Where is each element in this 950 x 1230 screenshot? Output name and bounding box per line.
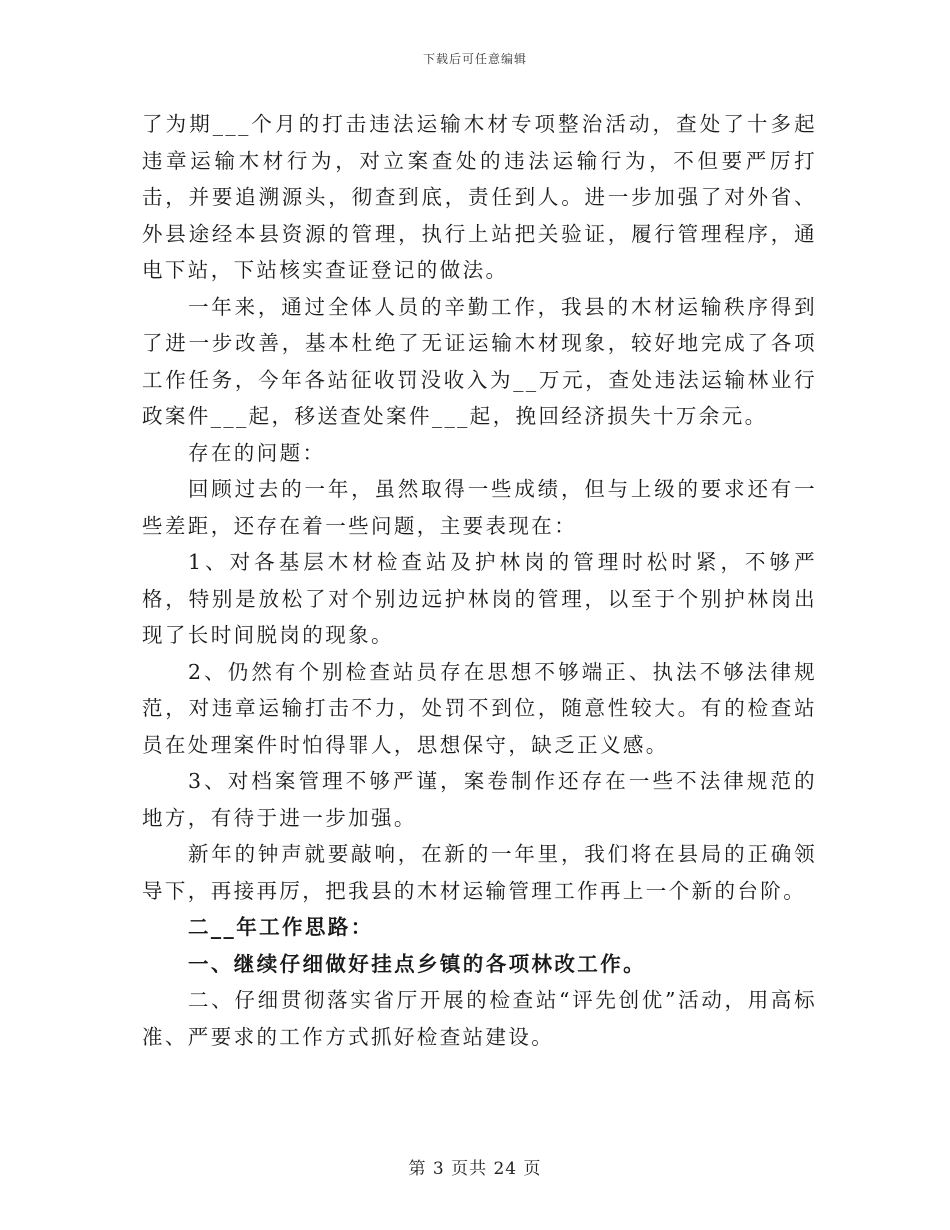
paragraph-new-year: 新年的钟声就要敲响，在新的一年里，我们将在县局的正确领导下，再接再厉，把我县的木材运输管理工作再上一个新的台阶。: [142, 842, 817, 903]
section-heading-work-plan: 二__年工作思路：: [188, 915, 374, 939]
paragraph-continuation: 了为期___个月的打击违法运输木材专项整治活动，查处了十多起违章运输木材行为，对立案查处的违法运输行为，不但要严厉打击，并要追溯源头，彻查到底，责任到人。进一步加强了对外省、外县途经本县资源的管理，执行上站把关验证，履行管理程序，通电下站，下站核实查证登记的做法。: [142, 112, 817, 282]
list-item-problem-1: 1、对各基层木材检查站及护林岗的管理时松时紧，不够严格，特别是放松了对个别边远护林岗的管理，以至于个别护林岗出现了长时间脱岗的现象。: [142, 550, 817, 647]
section-heading-problems: 存在的问题：: [188, 440, 326, 465]
list-item-problem-2: 2、仍然有个别检查站员存在思想不够端正、执法不够法律规范，对违章运输打击不力，处罚不到位，随意性较大。有的检查站员在处理案件时怕得罪人，思想保守，缺乏正义感。: [142, 659, 817, 757]
document-body: [142, 106, 817, 1055]
list-item-problem-3: 3、对档案管理不够严谨，案卷制作还存在一些不法律规范的地方，有待于进一步加强。: [142, 769, 817, 830]
plan-item-2: 二、仔细贯彻落实省厅开展的检查站“评先创优”活动，用高标准、严要求的工作方式抓好检查站建设。: [142, 988, 817, 1049]
paragraph-review: 回顾过去的一年，虽然取得一些成绩，但与上级的要求还有一些差距，还存在着一些问题，主要表现在：: [142, 477, 817, 538]
page-number: 第 3 页共 24 页: [408, 1159, 542, 1179]
page-header: 下载后可任意编辑: [422, 52, 527, 66]
paragraph-summary: 一年来，通过全体人员的辛勤工作，我县的木材运输秩序得到了进一步改善，基本杜绝了无证运输木材现象，较好地完成了各项工作任务，今年各站征收罚没收入为__万元，查处违法运输林业行政案件___起，移送查处案件___起，挽回经济损失十万余元。: [142, 294, 817, 428]
plan-item-1: 一、继续仔细做好挂点乡镇的各项林改工作。: [188, 951, 646, 976]
